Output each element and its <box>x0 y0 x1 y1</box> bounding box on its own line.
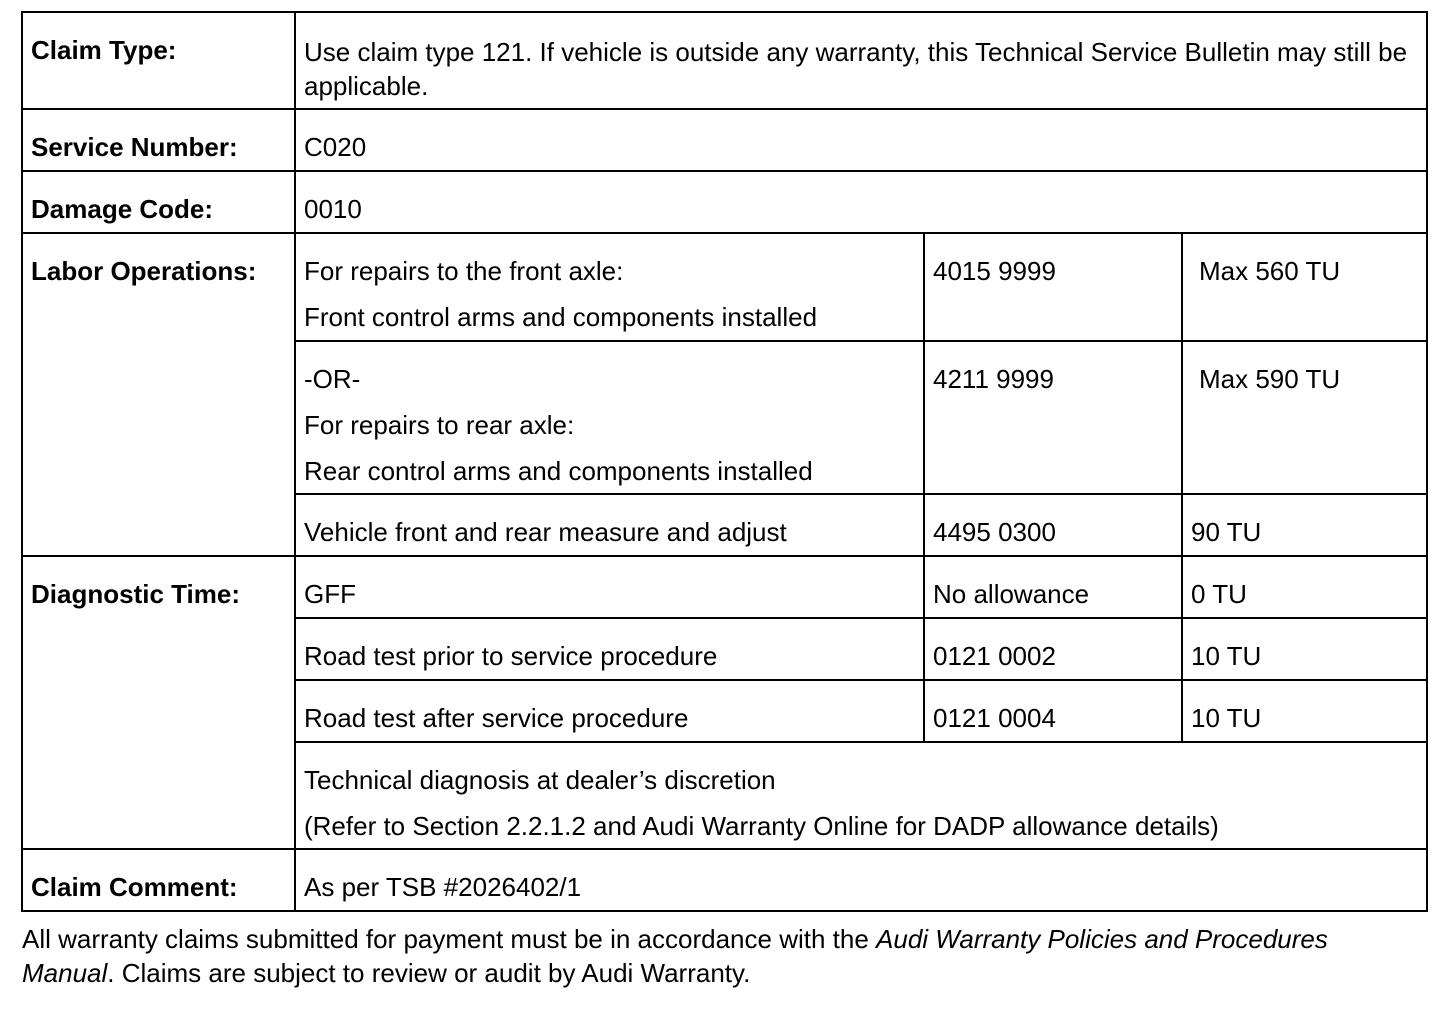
damage-code-value: 0010 <box>295 171 1427 233</box>
labor-description <box>295 341 924 494</box>
diagnostic-code: 0121 0002 <box>924 618 1182 680</box>
service-number-value: C020 <box>295 109 1427 171</box>
diagnostic-time-label: Diagnostic Time: <box>22 556 295 849</box>
diagnostic-description: Road test after service procedure <box>295 680 924 742</box>
labor-line: Front control arms and components installed <box>304 302 818 332</box>
claim-type-text: Use claim type 121. If vehicle is outside any warranty, this Technical Service Bulletin may still be applicable. <box>295 12 1427 109</box>
diagnostic-description: GFF <box>295 556 924 618</box>
labor-code: 4211 9999 <box>924 341 1182 494</box>
labor-operations-label: Labor Operations: <box>22 233 295 556</box>
labor-line: For repairs to the front axle: <box>304 256 624 286</box>
claim-comment-row <box>22 849 1427 911</box>
labor-line: For repairs to rear axle: <box>304 410 575 440</box>
labor-line: Vehicle front and rear measure and adjust <box>304 517 787 547</box>
damage-code-row <box>22 171 1427 233</box>
labor-time: Max 590 TU <box>1182 341 1427 494</box>
claim-type-label: Claim Type: <box>22 12 295 109</box>
diagnostic-note-line: (Refer to Section 2.2.1.2 and Audi Warranty Online for DADP allowance details) <box>304 811 1219 841</box>
footer-text-start: All warranty claims submitted for payment must be in accordance with the <box>22 924 877 954</box>
labor-code: 4495 0300 <box>924 494 1182 556</box>
diagnostic-time: 0 TU <box>1182 556 1427 618</box>
damage-code-label: Damage Code: <box>22 171 295 233</box>
footer-manual-title: Audi Warranty Policies and Procedures Manual <box>22 924 1328 988</box>
service-number-row <box>22 109 1427 171</box>
labor-code: 4015 9999 <box>924 233 1182 341</box>
warranty-claim-table <box>21 11 1428 912</box>
diagnostic-code: 0121 0004 <box>924 680 1182 742</box>
labor-line: Rear control arms and components installed <box>304 456 813 486</box>
claim-comment-label: Claim Comment: <box>22 849 295 911</box>
claim-comment-value: As per TSB #2026402/1 <box>295 849 1427 911</box>
diagnostic-row <box>22 556 1427 618</box>
warranty-footer-note <box>22 922 1426 990</box>
claim-type-row <box>22 12 1427 109</box>
diagnostic-time: 10 TU <box>1182 618 1427 680</box>
footer-text-end: . Claims are subject to review or audit by Audi Warranty. <box>107 958 751 988</box>
service-number-label: Service Number: <box>22 109 295 171</box>
labor-description <box>295 233 924 341</box>
labor-description <box>295 494 924 556</box>
labor-time: Max 560 TU <box>1182 233 1427 341</box>
diagnostic-description: Road test prior to service procedure <box>295 618 924 680</box>
diagnostic-note <box>295 742 1427 849</box>
labor-line: -OR- <box>304 364 361 394</box>
diagnostic-note-line: Technical diagnosis at dealer’s discretion <box>304 765 776 795</box>
labor-time: 90 TU <box>1182 494 1427 556</box>
diagnostic-time: 10 TU <box>1182 680 1427 742</box>
labor-row <box>22 233 1427 341</box>
diagnostic-code: No allowance <box>924 556 1182 618</box>
